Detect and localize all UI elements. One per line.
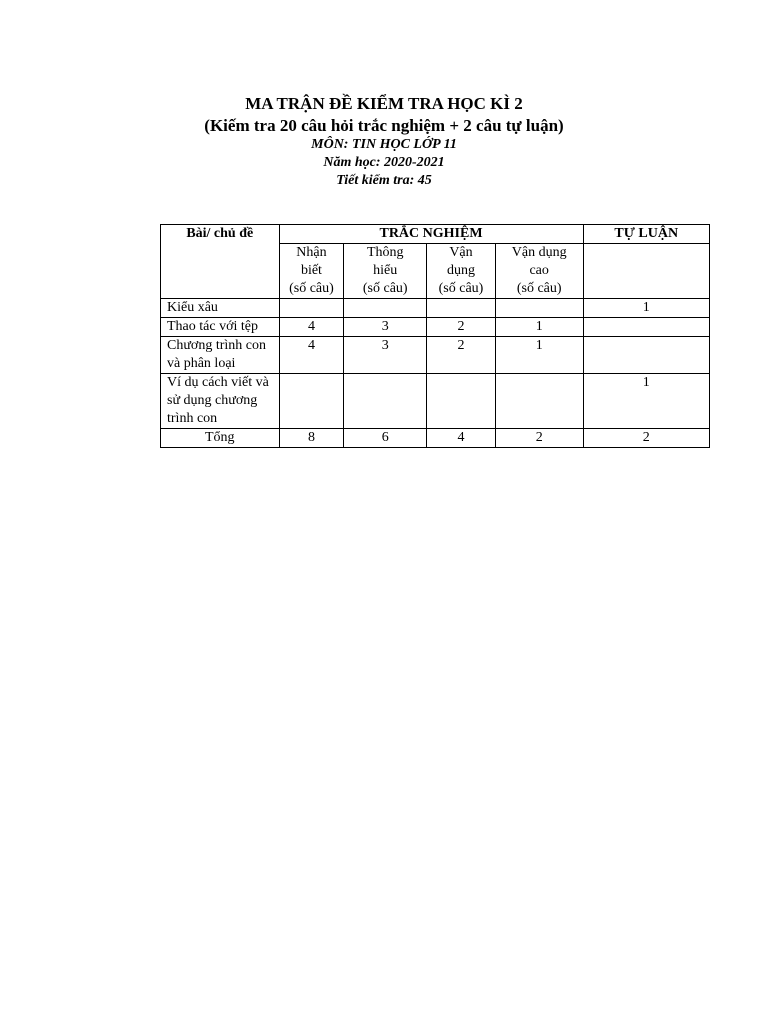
total-row [161, 429, 710, 448]
header-line: Vận [449, 245, 473, 260]
advanced-application-column-header [495, 244, 583, 299]
multiple-choice-group-header: TRẮC NGHIỆM [279, 225, 583, 244]
topic-column-header: Bài/ chủ đề [161, 225, 280, 299]
essay-cell [583, 318, 709, 337]
application-cell [427, 299, 496, 318]
header-line: (số câu) [438, 281, 484, 296]
header-line: Vận dụng [511, 245, 567, 260]
comprehension-cell [344, 374, 427, 429]
total-label-cell: Tổng [161, 429, 280, 448]
table-row [161, 337, 710, 374]
header-line: (số câu) [362, 281, 408, 296]
school-year-line: Năm học: 2020-2021 [323, 155, 445, 170]
application-column-header [427, 244, 496, 299]
topic-cell: Chương trình con và phân loại [161, 337, 280, 374]
header-line: Nhận [296, 245, 327, 260]
recognition-cell: 4 [279, 337, 344, 374]
exam-matrix-table [160, 224, 710, 448]
essay-cell [583, 337, 709, 374]
advanced-application-cell: 1 [495, 318, 583, 337]
table-row [161, 299, 710, 318]
recognition-cell: 4 [279, 318, 344, 337]
subject-line: MÔN: TIN HỌC LỚP 11 [311, 137, 457, 152]
document-header [0, 92, 768, 190]
essay-subheader-cell [583, 244, 709, 299]
essay-cell: 1 [583, 374, 709, 429]
header-line: biết [300, 263, 322, 278]
header-line: Thông [366, 245, 404, 260]
advanced-application-cell [495, 374, 583, 429]
total-recognition-cell: 8 [279, 429, 344, 448]
exam-period-line: Tiết kiểm tra: 45 [336, 173, 432, 188]
header-line: (số câu) [289, 281, 334, 296]
header-line: (số câu) [516, 281, 562, 296]
application-cell [427, 374, 496, 429]
total-comprehension-cell: 6 [344, 429, 427, 448]
table-row [161, 374, 710, 429]
topic-cell: Thao tác với tệp [161, 318, 280, 337]
table-header-row [161, 225, 710, 244]
comprehension-cell [344, 299, 427, 318]
application-cell: 2 [427, 337, 496, 374]
advanced-application-cell [495, 299, 583, 318]
table-row [161, 318, 710, 337]
header-line: cao [529, 263, 549, 278]
comprehension-cell: 3 [344, 337, 427, 374]
topic-cell: Kiểu xâu [161, 299, 280, 318]
essay-cell: 1 [583, 299, 709, 318]
total-application-cell: 4 [427, 429, 496, 448]
comprehension-column-header [344, 244, 427, 299]
header-line: hiểu [373, 263, 398, 278]
total-essay-cell: 2 [583, 429, 709, 448]
essay-group-header: TỰ LUẬN [583, 225, 709, 244]
application-cell: 2 [427, 318, 496, 337]
recognition-cell [279, 374, 344, 429]
recognition-cell [279, 299, 344, 318]
topic-cell: Ví dụ cách viết và sử dụng chương trình con [161, 374, 280, 429]
document-subtitle: (Kiếm tra 20 câu hỏi trắc nghiệm + 2 câu tự luận) [204, 116, 564, 135]
total-advanced-application-cell: 2 [495, 429, 583, 448]
document-title: MA TRẬN ĐỀ KIỂM TRA HỌC KÌ 2 [245, 94, 523, 113]
recognition-column-header [279, 244, 344, 299]
comprehension-cell: 3 [344, 318, 427, 337]
advanced-application-cell: 1 [495, 337, 583, 374]
header-line: dụng [446, 263, 475, 278]
